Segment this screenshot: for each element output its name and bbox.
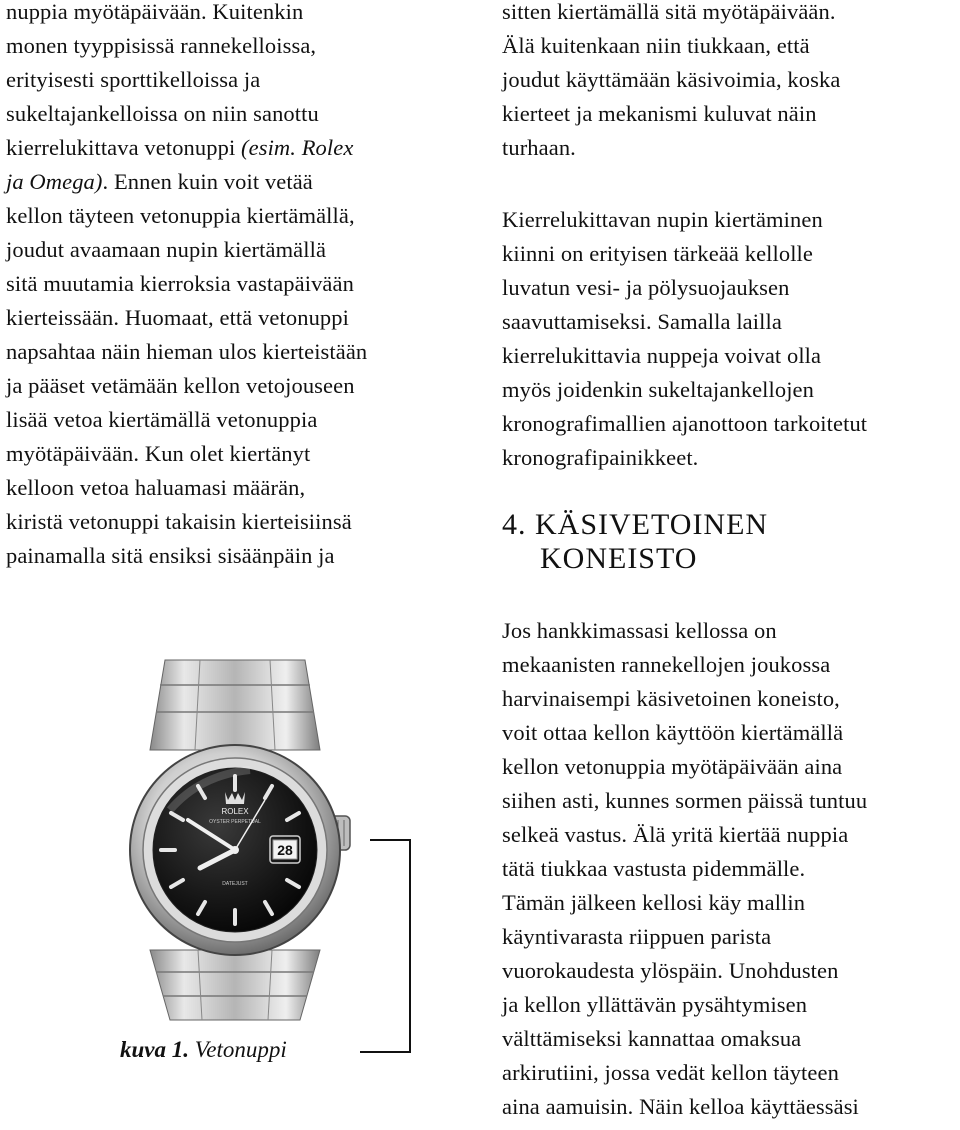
text-line: kronografipainikkeet.	[502, 445, 699, 470]
text-line: mekaanisten rannekellojen joukossa	[502, 652, 831, 677]
section-heading	[502, 508, 768, 576]
text-line: sitä muutamia kierroksia vastapäivään	[6, 271, 354, 296]
text-line: kiristä vetonuppi takaisin kierteisiinsä	[6, 509, 352, 534]
figure-caption	[120, 1035, 287, 1065]
text-line-mixed	[6, 131, 367, 165]
text-line: kellon täyteen vetonuppia kiertämällä,	[6, 203, 355, 228]
text-line: siihen asti, kunnes sormen päissä tuntuu	[502, 788, 868, 813]
text-line: sukeltajankelloissa on niin sanottu	[6, 101, 319, 126]
text-line: saavuttamiseksi. Samalla lailla	[502, 309, 782, 334]
date-window-value: 28	[277, 842, 293, 858]
text-line: erityisesti sporttikelloissa ja	[6, 67, 261, 92]
text-line: arkirutiini, jossa vedät kellon täyteen	[502, 1060, 839, 1085]
heading-line-2: KONEISTO	[540, 542, 698, 575]
text-line: joudut käyttämään käsivoimia, koska	[502, 67, 841, 92]
text-line: selkeä vastus. Älä yritä kiertää nuppia	[502, 822, 849, 847]
text-line: Älä kuitenkaan niin tiukkaan, että	[502, 33, 810, 58]
text-line: turhaan.	[502, 135, 576, 160]
text-line: kierteet ja mekanismi kuluvat näin	[502, 101, 817, 126]
text-line: ja pääset vetämään kellon vetojouseen	[6, 373, 355, 398]
text-line: käyntivarasta riippuen parista	[502, 924, 772, 949]
text-span: . Ennen kuin voit vetää	[102, 169, 313, 194]
right-column-paragraph-3	[502, 614, 867, 1124]
text-line: napsahtaa näin hieman ulos kierteistään	[6, 339, 368, 364]
right-column-paragraph-1	[502, 0, 840, 165]
text-span: kierrelukittava vetonuppi	[6, 135, 242, 160]
text-line: Kierrelukittavan nupin kiertäminen	[502, 207, 823, 232]
text-line: ja kellon yllättävän pysähtymisen	[502, 992, 808, 1017]
text-line: aina aamuisin. Näin kelloa käyttäessäsi	[502, 1094, 859, 1119]
callout-bracket	[330, 820, 430, 1070]
text-line: tätä tiukkaa vastusta pidemmälle.	[502, 856, 806, 881]
right-column-paragraph-2	[502, 203, 867, 475]
text-line: kellon vetonuppia myötäpäivään aina	[502, 754, 843, 779]
italic-example: ja Omega)	[6, 169, 103, 194]
text-line: nuppia myötäpäivään. Kuitenkin	[6, 0, 304, 24]
text-line: luvatun vesi- ja pölysuojauksen	[502, 275, 790, 300]
text-line: Tämän jälkeen kellosi käy mallin	[502, 890, 806, 915]
text-line: voit ottaa kellon käyttöön kiertämällä	[502, 720, 844, 745]
caption-label: kuva 1.	[120, 1037, 189, 1062]
text-line: painamalla sitä ensiksi sisäänpäin ja	[6, 543, 335, 568]
left-column-paragraph	[6, 0, 367, 573]
text-line: sitten kiertämällä sitä myötäpäivään.	[502, 0, 836, 24]
dial-sub-text: DATEJUST	[222, 881, 248, 887]
italic-example: (esim. Rolex	[241, 135, 354, 160]
text-line: Jos hankkimassasi kellossa on	[502, 618, 777, 643]
text-line: kronografimallien ajanottoon tarkoitetut	[502, 411, 868, 436]
caption-text: Vetonuppi	[189, 1037, 287, 1062]
text-line: monen tyyppisissä rannekelloissa,	[6, 33, 317, 58]
dial-brand-text: ROLEX	[221, 807, 249, 816]
text-line-mixed	[6, 165, 367, 199]
text-line: kierrelukittavia nuppeja voivat olla	[502, 343, 822, 368]
text-line: harvinaisempi käsivetoinen koneisto,	[502, 686, 840, 711]
text-line: välttämiseksi kannattaa omaksua	[502, 1026, 802, 1051]
text-line: kiinni on erityisen tärkeää kellolle	[502, 241, 813, 266]
text-line: joudut avaamaan nupin kiertämällä	[6, 237, 327, 262]
text-line: kelloon vetoa haluamasi määrän,	[6, 475, 306, 500]
text-line: kierteissään. Huomaat, että vetonuppi	[6, 305, 349, 330]
text-line: myös joidenkin sukeltajankellojen	[502, 377, 814, 402]
heading-line-1: 4. KÄSIVETOINEN	[502, 508, 769, 541]
text-line: lisää vetoa kiertämällä vetonuppia	[6, 407, 318, 432]
dial-model-text: OYSTER PERPETUAL	[209, 819, 261, 825]
text-line: vuorokaudesta ylöspäin. Unohdusten	[502, 958, 839, 983]
text-line: myötäpäivään. Kun olet kiertänyt	[6, 441, 311, 466]
